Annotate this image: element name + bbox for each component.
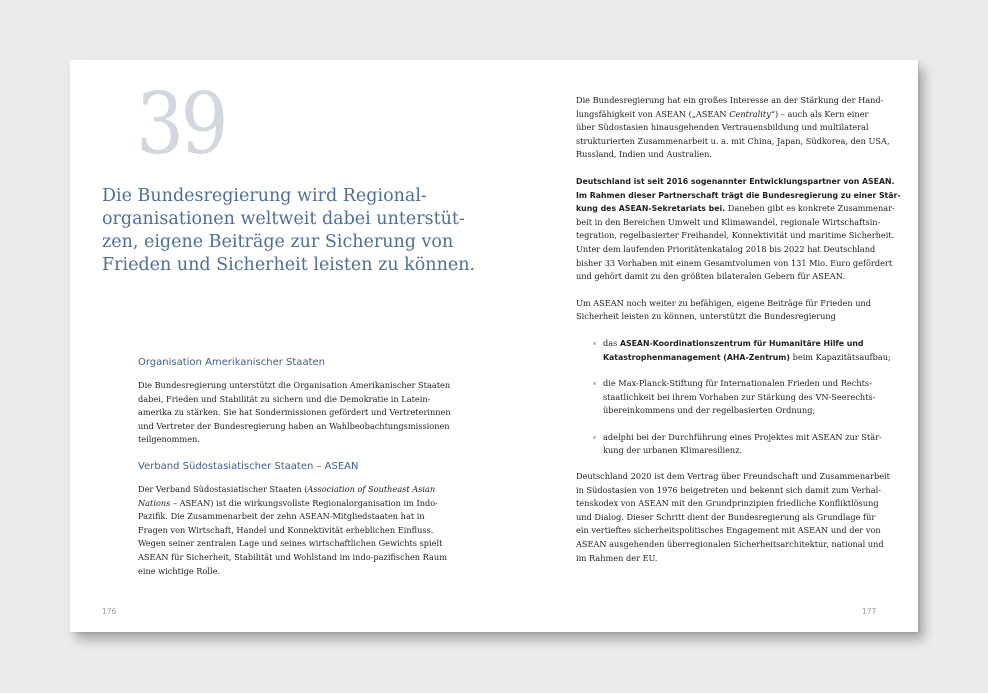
italic-run: Centrality: [729, 108, 771, 119]
text-line: ASEAN für Sicherheit, Stabilität und Wohlstand im indo-pazifischen Raum: [138, 551, 447, 562]
bullet-item-max-planck: [576, 377, 886, 418]
text-line: [603, 351, 891, 365]
text-line: Fragen von Wirtschaft, Handel und Konnektivität erheblichen Einfluss.: [138, 524, 434, 535]
text-line: in Südostasien von 1976 beigetreten und bekennt sich damit zum Verhal-: [576, 484, 881, 495]
text-line: tegration, regelbasierter Freihandel, Konnektivität und maritime Sicherheit.: [576, 230, 895, 241]
bullet-item-aha: [576, 337, 891, 364]
bold-run: kung des ASEAN-Sekretariats bei.: [576, 204, 726, 214]
text-run: – ASEAN) ist die wirkungsvollste Regionalorganisation im Indo-: [170, 497, 438, 508]
text-line: und gehört damit zu den größten bilateralen Gebern für ASEAN.: [576, 271, 845, 282]
text-line: tenskodex von ASEAN mit den Grundprinzipien friedliche Konfliktlösung: [576, 498, 879, 509]
text-line: über Südostasien hinausgehenden Vertrauensbildung und multilateral: [576, 122, 869, 133]
heading-line: Frieden und Sicherheit leisten zu können.: [102, 255, 476, 275]
heading-line: zen, eigene Beiträge zur Sicherung von: [102, 232, 454, 252]
section-title-oas: Organisation Amerikanischer Staaten: [138, 357, 325, 368]
text-line: adelphi bei der Durchführung eines Projektes mit ASEAN zur Stär-: [603, 431, 882, 442]
text-line: Deutschland 2020 ist dem Vertrag über Freundschaft und Zusammenarbeit: [576, 471, 890, 482]
text-line: amerika zu stärken. Sie hat Sondermissionen gefördert und Vertreterinnen: [138, 407, 451, 418]
section-title-asean: Verband Südostasiatischer Staaten – ASEAN: [138, 460, 359, 472]
support-bullet-list: [576, 337, 891, 458]
text-line: übereinkommens und der regelbasierten Ordnung;: [603, 405, 816, 416]
text-line: dabei, Frieden und Stabilität zu sichern und die Demokratie in Latein-: [138, 393, 431, 404]
bullet-item-adelphi: [576, 431, 886, 458]
heading-line: Die Bundesregierung wird Regional-: [102, 186, 427, 206]
italic-run: Association of Southeast Asian: [307, 483, 436, 494]
text-run: Der Verband Südostasiatischer Staaten (: [138, 483, 308, 494]
text-line: [576, 189, 901, 203]
text-line: Um ASEAN noch weiter zu befähigen, eigene Beiträge für Frieden und: [576, 297, 872, 308]
text-line: und Vertreter der Bundesregierung haben an Wahlbeobachtungsmissionen: [138, 420, 450, 431]
text-line: [138, 483, 438, 497]
paragraph-centrality: [576, 94, 890, 162]
italic-run: Nations: [138, 497, 171, 508]
bullet-dot-icon: [593, 342, 596, 345]
text-line: [576, 175, 895, 189]
page-number-right: 177: [862, 607, 877, 616]
right-column: [576, 94, 901, 565]
text-line: eine wichtige Rolle.: [138, 565, 221, 576]
text-line: und Dialog. Dieser Schritt dient der Bundesregierung als Grundlage für: [576, 511, 876, 522]
paragraph-partnership: [576, 175, 901, 284]
bold-run: Deutschland ist seit 2016 sogenannter Entwicklungspartner von ASEAN.: [576, 176, 895, 186]
text-line: beit in den Bereichen Umwelt und Klimawandel, regionale Wirtschaftsin-: [576, 216, 881, 227]
page-number-left: 176: [102, 607, 117, 616]
chapter-number: 39: [136, 75, 226, 173]
bold-run: Im Rahmen dieser Partnerschaft trägt die Bundesregierung zu einer Stär-: [576, 190, 901, 200]
text-line: [138, 497, 438, 511]
heading-line: organisationen weltweit dabei unterstüt-: [102, 209, 465, 229]
text-line: im Rahmen der EU.: [576, 552, 658, 563]
text-line: die Max-Planck-Stiftung für Internationalen Frieden und Rechts-: [603, 378, 872, 389]
text-run: lungsfähigkeit von ASEAN („ASEAN: [576, 108, 730, 119]
text-line: [603, 337, 886, 351]
text-run: beim Kapazitätsaufbau;: [790, 351, 891, 362]
text-line: Die Bundesregierung unterstützt die Organisation Amerikanischer Staaten: [138, 380, 451, 390]
text-line: ASEAN ausgehenden überregionalen Sicherheitsarchitektur, national und: [576, 539, 884, 550]
bullet-dot-icon: [593, 382, 596, 385]
bold-run: ASEAN-Koordinationszentrum für Humanitäre Hilfe und: [619, 338, 864, 348]
text-line: Unter dem laufenden Prioritätenkatalog 2018 bis 2022 hat Deutschland: [576, 243, 876, 254]
text-line: ein vertieftes sicherheitspolitisches Engagement mit ASEAN und der von: [576, 525, 881, 536]
text-line: strukturierten Zusammenarbeit u. a. mit China, Japan, Südkorea, den USA,: [576, 135, 890, 146]
text-run: Daneben gibt es konkrete Zusammenar-: [725, 203, 895, 214]
bold-run: Katastrophenmanagement (AHA-Zentrum): [603, 352, 790, 362]
text-line: Pazifik. Die Zusammenarbeit der zehn ASEAN-Mitgliedstaaten hat in: [138, 511, 425, 522]
paragraph-support-intro: [576, 297, 886, 324]
text-line: Wegen seiner zentralen Lage und seines wirtschaftlichen Gewichts spielt: [138, 538, 443, 549]
text-line: kung der urbanen Klimaresilienz.: [603, 445, 743, 456]
text-line: [576, 202, 895, 216]
bullet-dot-icon: [593, 436, 596, 439]
text-line: Die Bundesregierung hat ein großes Interesse an der Stärkung der Hand-: [576, 95, 884, 105]
chapter-heading: [102, 185, 476, 277]
text-line: staatlichkeit bei ihrem Vorhaben zur Stärkung des VN-Seerechts-: [603, 391, 876, 402]
text-line: Russland, Indien und Australien.: [576, 149, 712, 160]
text-line: Sicherheit leisten zu können, unterstützt die Bundesregierung: [576, 311, 836, 322]
paragraph-oas: [138, 379, 451, 447]
text-run: “) – auch als Kern einer: [770, 108, 869, 119]
text-line: [576, 108, 886, 122]
text-run: das: [603, 337, 620, 348]
book-spread: [70, 60, 918, 632]
text-line: bisher 33 Vorhaben mit einem Gesamtvolumen von 131 Mio. Euro gefördert: [576, 257, 893, 268]
left-column: [138, 356, 451, 578]
paragraph-treaty: [576, 470, 890, 565]
text-line: teilgenommen.: [138, 434, 200, 445]
paragraph-asean: [138, 483, 447, 578]
